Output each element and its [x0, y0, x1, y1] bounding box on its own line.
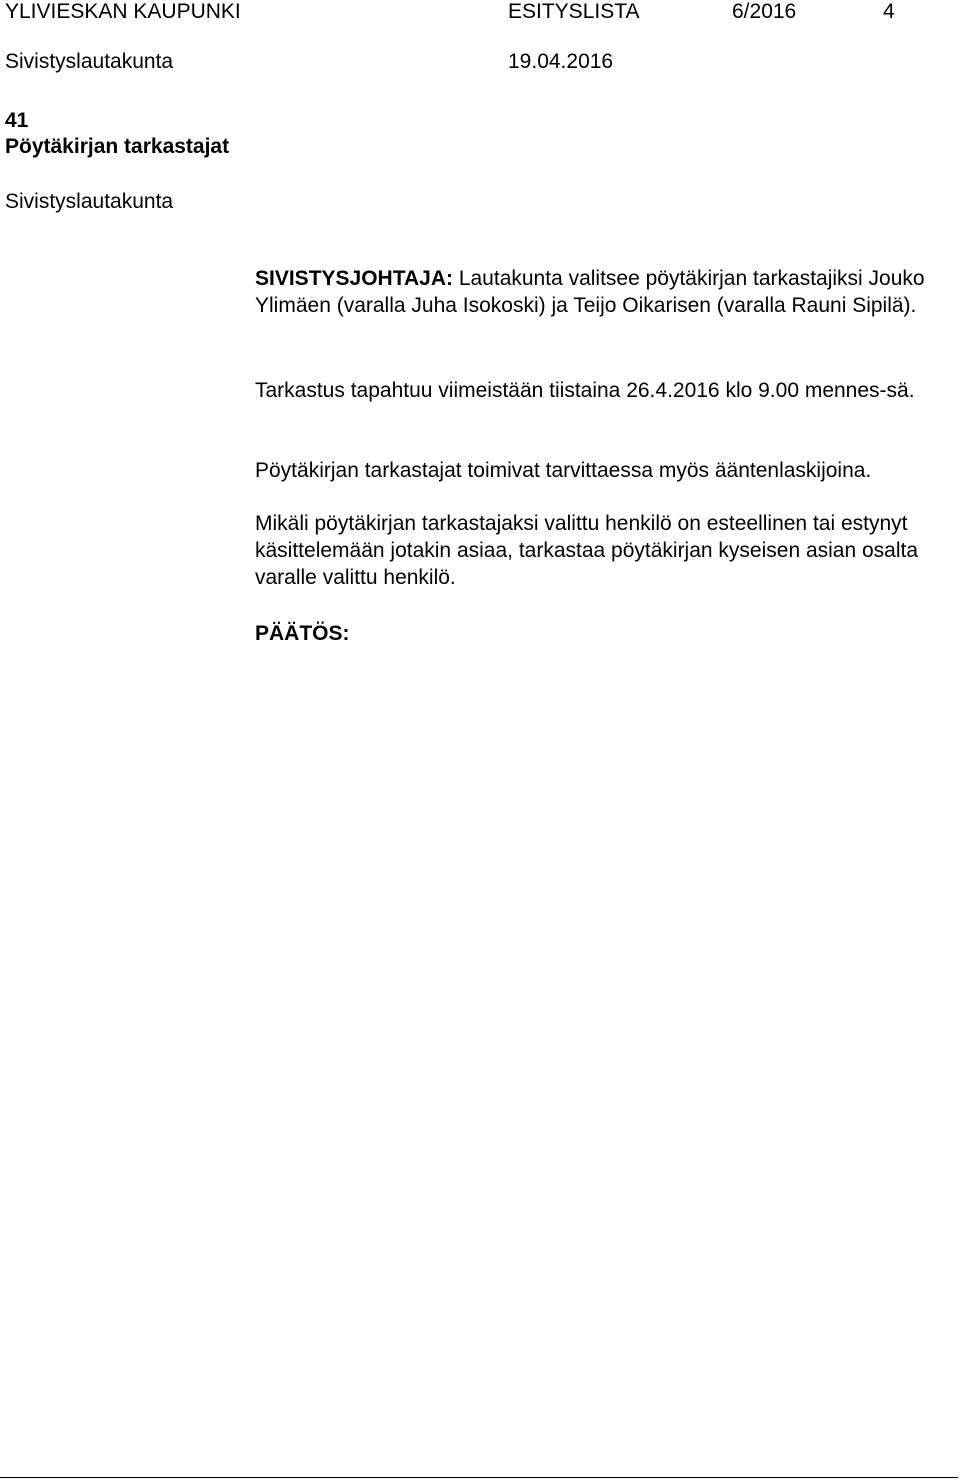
substitute-rule-paragraph: Mikäli pöytäkirjan tarkastajaksi valittu henkilö on esteellinen tai estynyt käsittelemään jotakin asiaa, tarkastaa pöytäkirjan kyseisen asian osalta varalle valittu henkilö. [255, 512, 919, 589]
proposal-label: SIVISTYSJOHTAJA: [255, 267, 453, 290]
section-board: Sivistyslautakunta [5, 190, 174, 213]
section-title: Pöytäkirjan tarkastajat [5, 135, 230, 158]
vote-counters-paragraph: Pöytäkirjan tarkastajat toimivat tarvittaessa myös ääntenlaskijoina. [255, 459, 872, 482]
organization-name: YLIVIESKAN KAUPUNKI [5, 0, 241, 23]
proposal-text: Lautakunta valitsee pöytäkirjan tarkastajiksi Jouko Ylimäen (varalla Juha Isokoski) ja Teijo Oikarisen (varalla Rauni Sipilä). [255, 267, 925, 317]
meeting-date: 19.04.2016 [508, 50, 614, 73]
header-board: Sivistyslautakunta [5, 50, 174, 73]
footer-rule [0, 1477, 958, 1478]
proposal-paragraph [255, 265, 945, 319]
document-type: ESITYSLISTA [508, 0, 640, 23]
page-number: 4 [883, 0, 895, 23]
meeting-number: 6/2016 [732, 0, 797, 23]
inspection-time-paragraph: Tarkastus tapahtuu viimeistään tiistaina 26.4.2016 klo 9.00 mennes-sä. [255, 379, 915, 402]
decision-label: PÄÄTÖS: [255, 622, 350, 645]
section-number: 41 [5, 109, 29, 132]
